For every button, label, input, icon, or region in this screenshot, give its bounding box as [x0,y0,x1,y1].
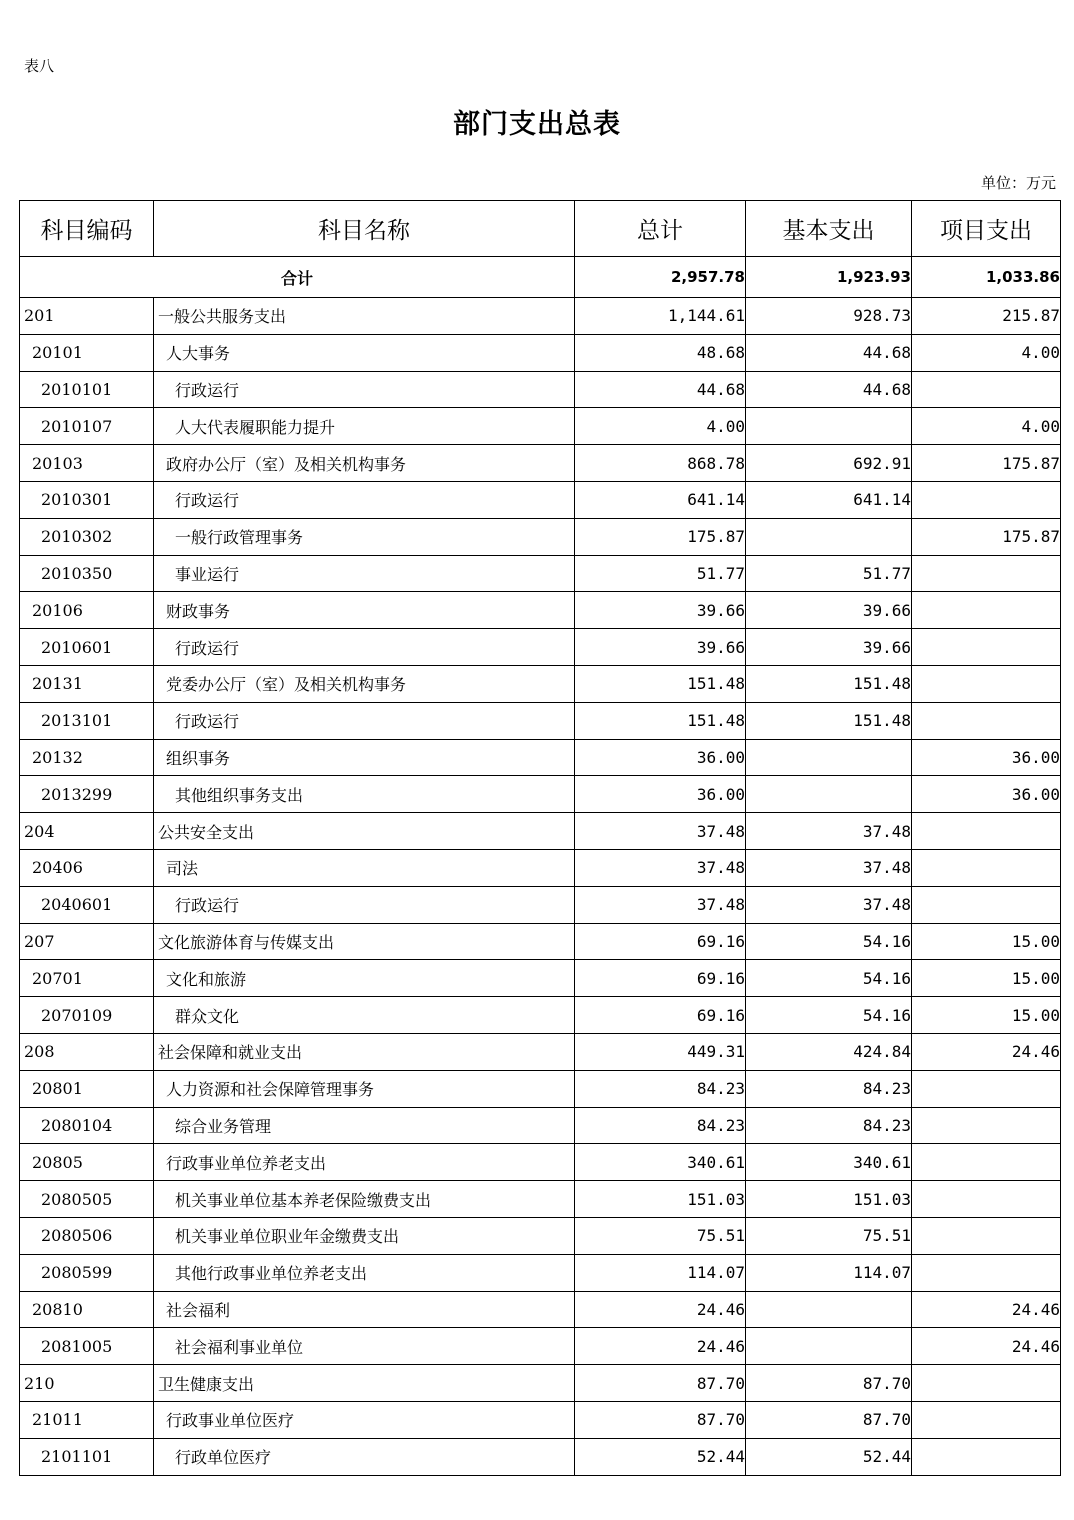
cell-total: 151.03 [575,1181,746,1218]
cell-code: 2080104 [20,1107,154,1144]
cell-name: 行政运行 [154,629,575,666]
table-row [20,334,1061,371]
cell-total: 37.48 [575,886,746,923]
cell-name: 其他行政事业单位养老支出 [154,1254,575,1291]
cell-total: 641.14 [575,481,746,518]
cell-name: 社会福利事业单位 [154,1328,575,1365]
cell-basic: 51.77 [746,555,912,592]
total-project: 1,033.86 [912,257,1061,298]
cell-basic [746,739,912,776]
cell-total: 868.78 [575,445,746,482]
cell-project [912,886,1061,923]
table-row [20,481,1061,518]
cell-basic: 151.48 [746,665,912,702]
table-row [20,1291,1061,1328]
cell-code: 2010601 [20,629,154,666]
cell-name: 人力资源和社会保障管理事务 [154,1070,575,1107]
cell-basic: 44.68 [746,334,912,371]
cell-code: 2070109 [20,997,154,1034]
cell-project: 15.00 [912,960,1061,997]
table-row [20,1217,1061,1254]
table-row [20,1033,1061,1070]
cell-code: 20810 [20,1291,154,1328]
table-row [20,371,1061,408]
cell-name: 财政事务 [154,592,575,629]
cell-code: 20801 [20,1070,154,1107]
cell-project [912,371,1061,408]
cell-name: 社会福利 [154,1291,575,1328]
cell-basic: 37.48 [746,849,912,886]
cell-project [912,592,1061,629]
cell-code: 2013101 [20,702,154,739]
cell-code: 2081005 [20,1328,154,1365]
cell-name: 行政运行 [154,702,575,739]
cell-name: 机关事业单位基本养老保险缴费支出 [154,1181,575,1218]
table-row [20,776,1061,813]
cell-total: 69.16 [575,923,746,960]
cell-name: 一般公共服务支出 [154,298,575,335]
cell-basic: 75.51 [746,1217,912,1254]
cell-basic: 641.14 [746,481,912,518]
cell-name: 其他组织事务支出 [154,776,575,813]
cell-name: 行政单位医疗 [154,1438,575,1475]
cell-total: 340.61 [575,1144,746,1181]
cell-project [912,1438,1061,1475]
page-title: 部门支出总表 [453,109,621,140]
total-row [20,257,1061,298]
table-row [20,1401,1061,1438]
cell-basic [746,776,912,813]
cell-project [912,665,1061,702]
cell-name: 行政事业单位医疗 [154,1401,575,1438]
cell-total: 24.46 [575,1291,746,1328]
cell-code: 207 [20,923,154,960]
table-label: 表八 [24,57,55,75]
cell-project [912,1401,1061,1438]
table-row [20,518,1061,555]
cell-name: 行政运行 [154,886,575,923]
table-row [20,702,1061,739]
cell-name: 文化旅游体育与传媒支出 [154,923,575,960]
table-row [20,997,1061,1034]
cell-code: 21011 [20,1401,154,1438]
cell-total: 44.68 [575,371,746,408]
cell-project [912,1107,1061,1144]
cell-project [912,849,1061,886]
table-row [20,886,1061,923]
cell-total: 84.23 [575,1107,746,1144]
cell-project [912,1070,1061,1107]
cell-code: 2010302 [20,518,154,555]
cell-basic: 692.91 [746,445,912,482]
cell-basic: 87.70 [746,1401,912,1438]
cell-project: 215.87 [912,298,1061,335]
cell-total: 36.00 [575,739,746,776]
header-project: 项目支出 [912,201,1061,257]
cell-project [912,702,1061,739]
cell-project: 24.46 [912,1033,1061,1070]
cell-basic: 52.44 [746,1438,912,1475]
table-row [20,739,1061,776]
cell-code: 20106 [20,592,154,629]
cell-code: 20103 [20,445,154,482]
cell-total: 449.31 [575,1033,746,1070]
cell-code: 2080599 [20,1254,154,1291]
cell-total: 69.16 [575,997,746,1034]
cell-total: 24.46 [575,1328,746,1365]
cell-code: 2010301 [20,481,154,518]
cell-code: 20406 [20,849,154,886]
cell-name: 群众文化 [154,997,575,1034]
cell-name: 卫生健康支出 [154,1365,575,1402]
cell-code: 2010107 [20,408,154,445]
cell-code: 2040601 [20,886,154,923]
cell-basic: 54.16 [746,997,912,1034]
cell-basic [746,1291,912,1328]
cell-name: 人大代表履职能力提升 [154,408,575,445]
cell-total: 151.48 [575,665,746,702]
cell-code: 201 [20,298,154,335]
cell-name: 党委办公厅（室）及相关机构事务 [154,665,575,702]
cell-project [912,629,1061,666]
cell-total: 84.23 [575,1070,746,1107]
cell-total: 51.77 [575,555,746,592]
cell-project [912,1144,1061,1181]
cell-basic: 87.70 [746,1365,912,1402]
cell-basic: 54.16 [746,923,912,960]
cell-code: 2010101 [20,371,154,408]
table-row [20,298,1061,335]
header-total: 总计 [575,201,746,257]
cell-project [912,481,1061,518]
cell-code: 20101 [20,334,154,371]
header-basic: 基本支出 [746,201,912,257]
cell-total: 175.87 [575,518,746,555]
cell-project: 36.00 [912,739,1061,776]
cell-total: 151.48 [575,702,746,739]
cell-basic: 114.07 [746,1254,912,1291]
table-row [20,1070,1061,1107]
cell-basic: 37.48 [746,813,912,850]
table-row [20,629,1061,666]
table-row [20,1107,1061,1144]
cell-basic: 39.66 [746,592,912,629]
cell-total: 69.16 [575,960,746,997]
cell-total: 4.00 [575,408,746,445]
cell-code: 20701 [20,960,154,997]
table-row [20,665,1061,702]
cell-total: 52.44 [575,1438,746,1475]
cell-total: 1,144.61 [575,298,746,335]
cell-name: 机关事业单位职业年金缴费支出 [154,1217,575,1254]
cell-project: 15.00 [912,997,1061,1034]
cell-total: 39.66 [575,592,746,629]
cell-total: 75.51 [575,1217,746,1254]
cell-basic: 39.66 [746,629,912,666]
cell-project [912,1217,1061,1254]
cell-name: 行政运行 [154,371,575,408]
cell-code: 20805 [20,1144,154,1181]
cell-total: 87.70 [575,1365,746,1402]
cell-name: 人大事务 [154,334,575,371]
cell-code: 20131 [20,665,154,702]
cell-basic [746,408,912,445]
cell-name: 行政运行 [154,481,575,518]
cell-project: 4.00 [912,408,1061,445]
cell-name: 政府办公厅（室）及相关机构事务 [154,445,575,482]
table-row [20,1438,1061,1475]
cell-code: 204 [20,813,154,850]
cell-name: 公共安全支出 [154,813,575,850]
cell-project: 4.00 [912,334,1061,371]
cell-code: 208 [20,1033,154,1070]
header-row [20,201,1061,257]
cell-code: 2101101 [20,1438,154,1475]
cell-name: 行政事业单位养老支出 [154,1144,575,1181]
cell-project [912,1254,1061,1291]
cell-project: 36.00 [912,776,1061,813]
expenditure-table [19,200,1061,1476]
cell-code: 20132 [20,739,154,776]
cell-project: 15.00 [912,923,1061,960]
cell-total: 39.66 [575,629,746,666]
cell-total: 37.48 [575,849,746,886]
cell-name: 组织事务 [154,739,575,776]
cell-basic: 340.61 [746,1144,912,1181]
cell-name: 事业运行 [154,555,575,592]
cell-project [912,1181,1061,1218]
cell-basic [746,518,912,555]
cell-total: 36.00 [575,776,746,813]
cell-basic: 424.84 [746,1033,912,1070]
cell-name: 社会保障和就业支出 [154,1033,575,1070]
cell-code: 2010350 [20,555,154,592]
cell-basic: 54.16 [746,960,912,997]
cell-name: 司法 [154,849,575,886]
table-row [20,813,1061,850]
cell-basic: 84.23 [746,1107,912,1144]
cell-project: 24.46 [912,1328,1061,1365]
cell-basic [746,1328,912,1365]
total-label: 合计 [20,257,575,298]
cell-code: 210 [20,1365,154,1402]
table-row [20,592,1061,629]
table-row [20,960,1061,997]
cell-total: 114.07 [575,1254,746,1291]
total-basic: 1,923.93 [746,257,912,298]
unit-label: 单位：万元 [980,174,1056,192]
table-row [20,555,1061,592]
table-row [20,1254,1061,1291]
table-row [20,1144,1061,1181]
table-row [20,408,1061,445]
cell-project: 175.87 [912,445,1061,482]
table-row [20,849,1061,886]
cell-project [912,813,1061,850]
cell-basic: 84.23 [746,1070,912,1107]
cell-basic: 151.48 [746,702,912,739]
header-name: 科目名称 [154,201,575,257]
header-code: 科目编码 [20,201,154,257]
cell-project [912,1365,1061,1402]
cell-basic: 151.03 [746,1181,912,1218]
cell-code: 2080506 [20,1217,154,1254]
cell-project [912,555,1061,592]
cell-name: 综合业务管理 [154,1107,575,1144]
cell-total: 87.70 [575,1401,746,1438]
total-total: 2,957.78 [575,257,746,298]
cell-project: 24.46 [912,1291,1061,1328]
cell-name: 一般行政管理事务 [154,518,575,555]
cell-total: 48.68 [575,334,746,371]
table-row [20,1365,1061,1402]
cell-project: 175.87 [912,518,1061,555]
cell-code: 2080505 [20,1181,154,1218]
cell-basic: 37.48 [746,886,912,923]
table-row [20,1181,1061,1218]
table-row [20,1328,1061,1365]
cell-total: 37.48 [575,813,746,850]
table-row [20,445,1061,482]
cell-basic: 44.68 [746,371,912,408]
cell-code: 2013299 [20,776,154,813]
cell-basic: 928.73 [746,298,912,335]
cell-name: 文化和旅游 [154,960,575,997]
table-row [20,923,1061,960]
